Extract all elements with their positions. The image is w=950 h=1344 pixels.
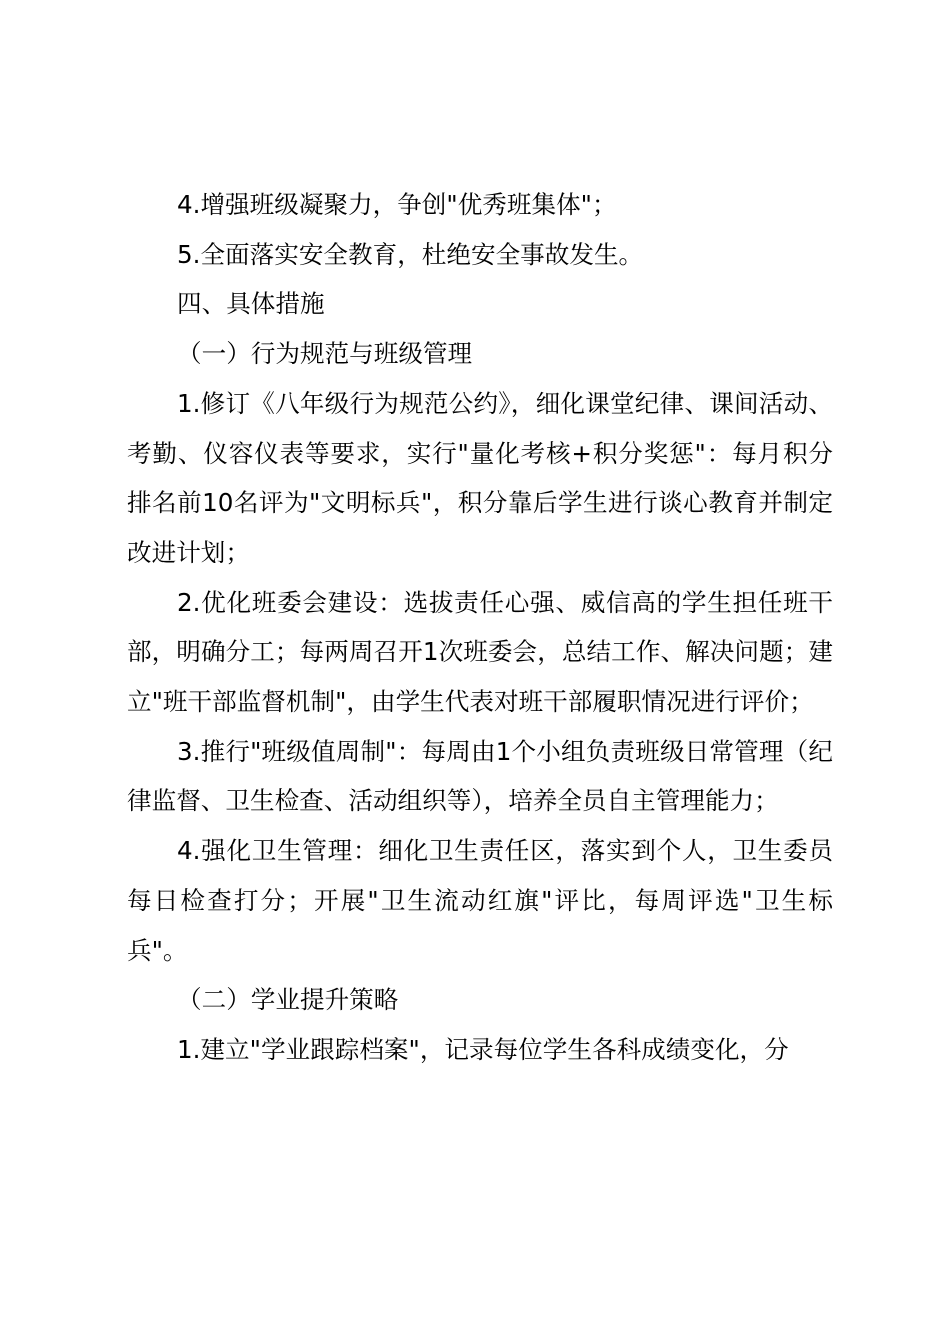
behavior-item-2: 2.优化班委会建设：选拔责任心强、威信高的学生担任班干部，明确分工；每两周召开1次班委会，总结工作、解决问题；建立"班干部监督机制"，由学生代表对班干部履职情况进行评价； <box>127 587 833 717</box>
behavior-item-3: 3.推行"班级值周制"：每周由1个小组负责班级日常管理（纪律监督、卫生检查、活动组织等），培养全员自主管理能力； <box>127 736 833 816</box>
academic-item-1: 1.建立"学业跟踪档案"，记录每位学生各科成绩变化，分 <box>177 1034 789 1064</box>
document-body <box>127 180 833 1075</box>
section-heading-measures: 四、具体措施 <box>177 289 325 319</box>
goal-item-4: 4.增强班级凝聚力，争创"优秀班集体"； <box>177 190 617 219</box>
behavior-item-1: 1.修订《八年级行为规范公约》，细化课堂纪律、课间活动、考勤、仪容仪表等要求，实行"量化考核+积分奖惩"：每月积分排名前10名评为"文明标兵"，积分靠后学生进行谈心教育并制定改进计划； <box>127 388 833 567</box>
subsection-heading-behavior: （一）行为规范与班级管理 <box>177 339 473 369</box>
behavior-item-4: 4.强化卫生管理：细化卫生责任区，落实到个人，卫生委员每日检查打分；开展"卫生流动红旗"评比，每周评选"卫生标兵"。 <box>127 836 833 965</box>
subsection-heading-academic: （二）学业提升策略 <box>177 985 399 1015</box>
goal-item-5: 5.全面落实安全教育，杜绝安全事故发生。 <box>177 239 644 269</box>
